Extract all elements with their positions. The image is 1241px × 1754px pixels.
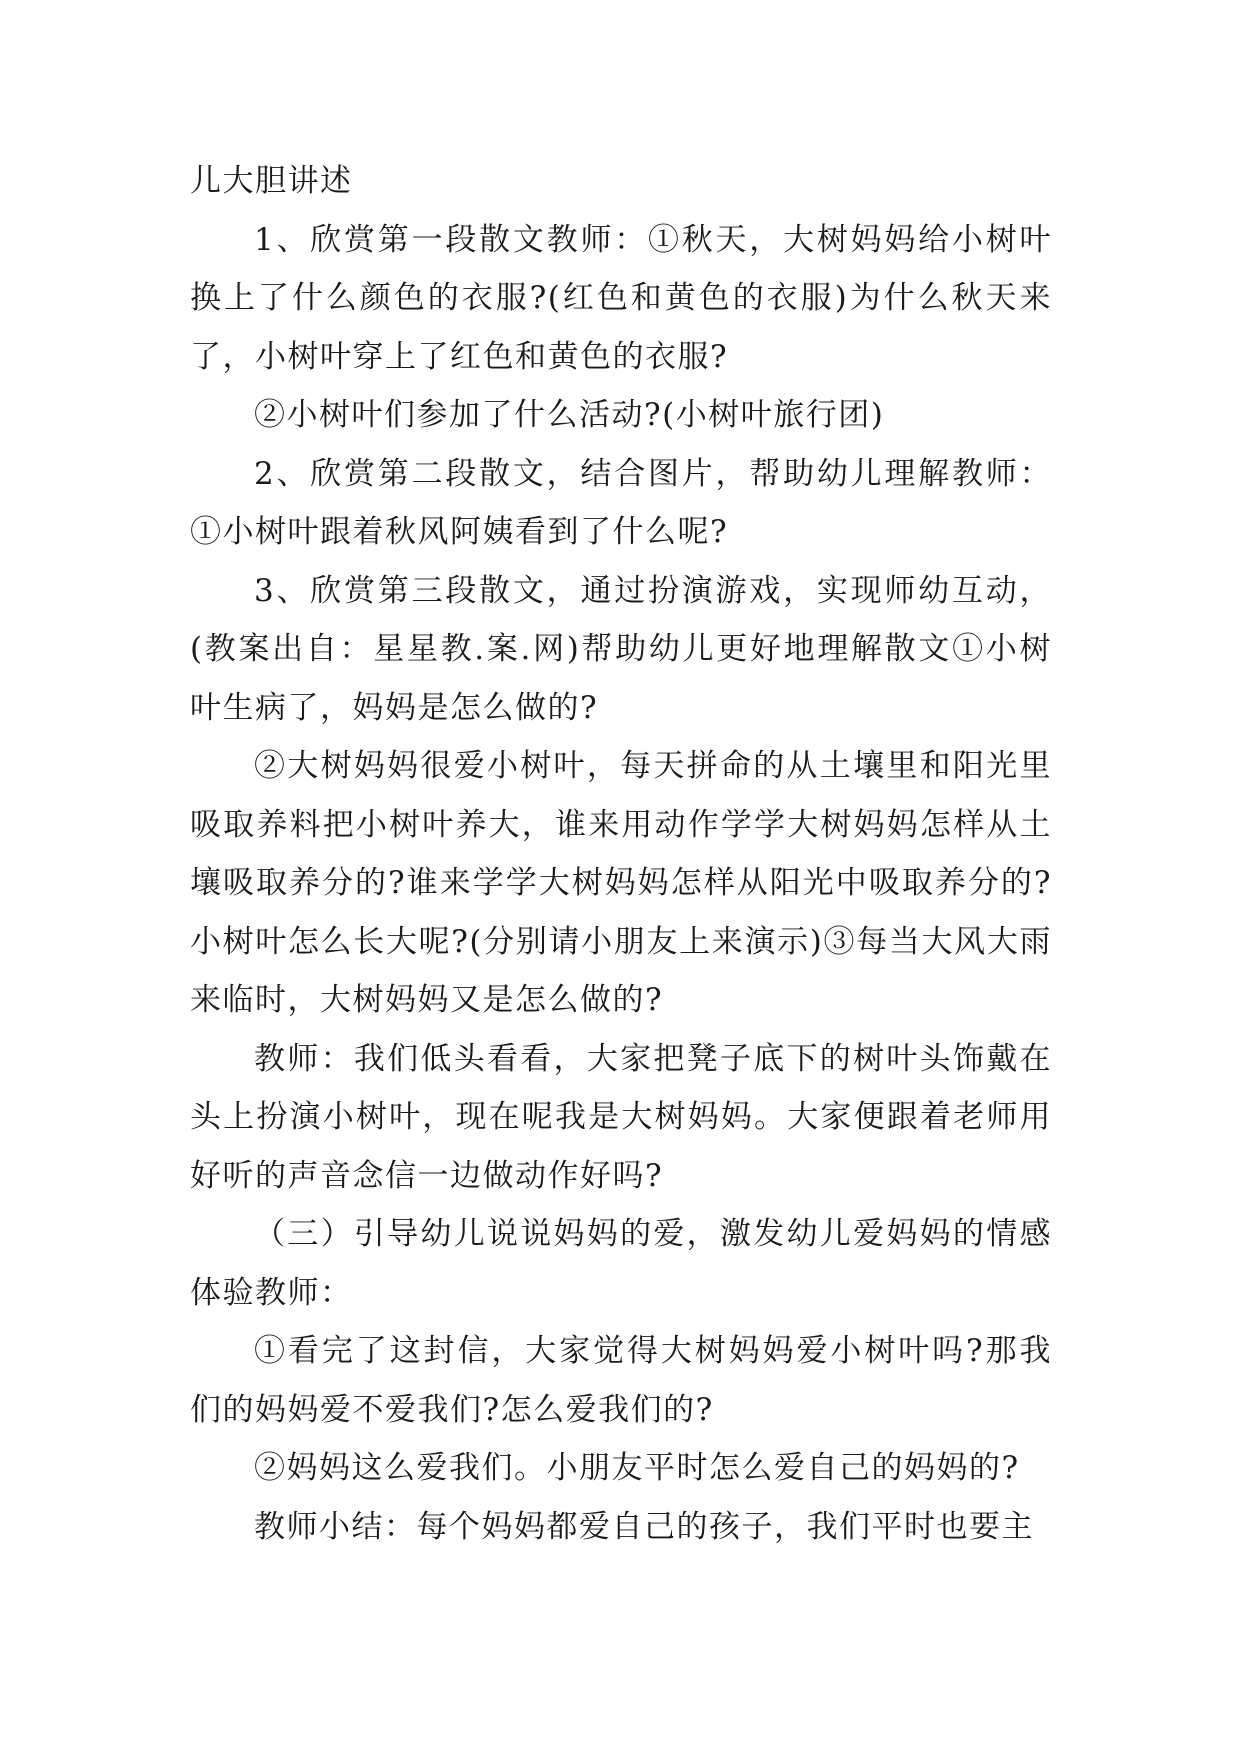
paragraph-10: ②妈妈这么爱我们。小朋友平时怎么爱自己的妈妈的? (254, 1450, 1020, 1486)
paragraph-1: 儿大胆讲述 (190, 163, 353, 199)
paragraph-6: ②大树妈妈很爱小树叶，每天拼命的从土壤里和阳光里吸取养料把小树叶养大，谁来用动作学学大树妈妈怎样从土壤吸取养分的?谁来学学大树妈妈怎样从阳光中吸取养分的?小树叶怎么长大呢?(分别请小朋友上来演示)③每当大风大雨来临时，大树妈妈又是怎么做的? (190, 748, 1052, 1018)
paragraph-5: 3、欣赏第三段散文，通过扮演游戏，实现师幼互动，(教案出自：星星教.案.网)帮助幼儿更好地理解散文①小树叶生病了，妈妈是怎么做的? (190, 572, 1052, 726)
paragraph-2: 1、欣赏第一段散文教师：①秋天，大树妈妈给小树叶换上了什么颜色的衣服?(红色和黄色的衣服)为什么秋天来了，小树叶穿上了红色和黄色的衣服? (190, 221, 1052, 375)
paragraph-4: 2、欣赏第二段散文，结合图片，帮助幼儿理解教师：①小树叶跟着秋风阿姨看到了什么呢? (190, 455, 1052, 550)
paragraph-8: （三）引导幼儿说说妈妈的爱，激发幼儿爱妈妈的情感体验教师： (190, 1216, 1052, 1311)
paragraph-11: 教师小结：每个妈妈都爱自己的孩子，我们平时也要主 (254, 1508, 1034, 1545)
paragraph-3: ②小树叶们参加了什么活动?(小树叶旅行团) (254, 397, 885, 433)
paragraph-9: ①看完了这封信，大家觉得大树妈妈爱小树叶吗?那我们的妈妈爱不爱我们?怎么爱我们的? (190, 1333, 1052, 1428)
paragraph-7: 教师：我们低头看看，大家把凳子底下的树叶头饰戴在头上扮演小树叶，现在呢我是大树妈妈。大家便跟着老师用好听的声音念信一边做动作好吗? (190, 1040, 1052, 1194)
document-body (190, 152, 1052, 1556)
